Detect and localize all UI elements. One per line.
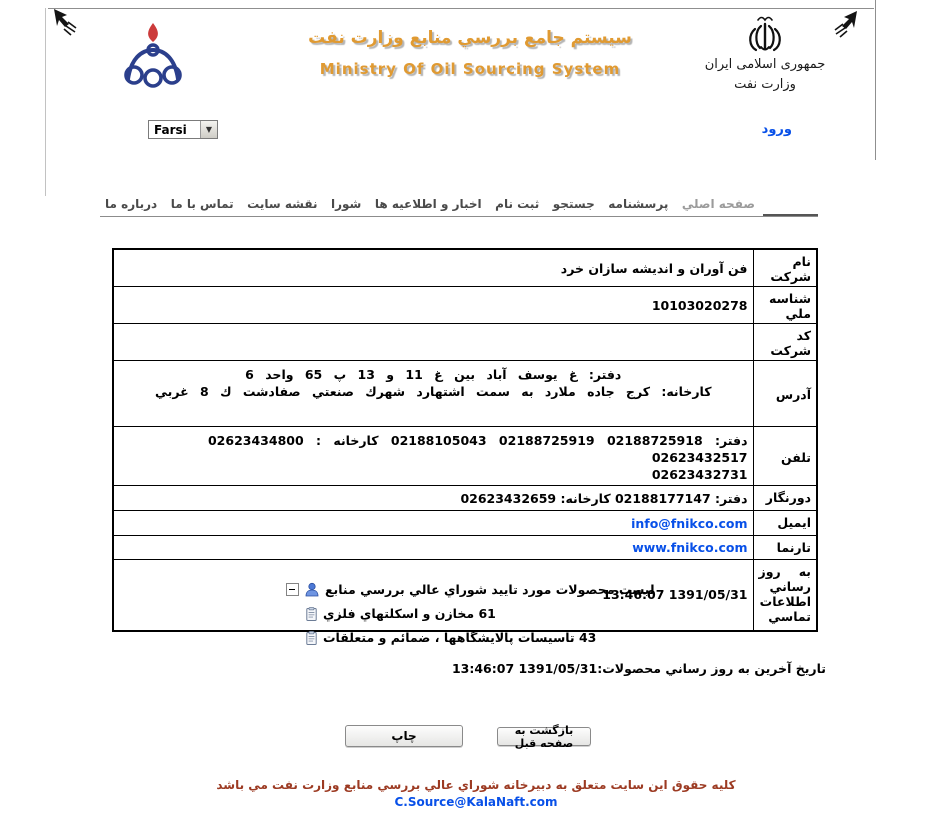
- website-label: تارنما: [753, 536, 817, 560]
- product-item-label[interactable]: 61 مخازن و اسكلتهاي فلزي: [323, 606, 496, 621]
- cursor-decoration-icon: [833, 10, 859, 38]
- email-value: [113, 511, 753, 536]
- language-select[interactable]: [148, 120, 218, 139]
- fax-label: دورنگار: [753, 486, 817, 511]
- frame-line-right: [875, 0, 876, 160]
- collapse-toggle-icon[interactable]: [286, 583, 299, 596]
- company-code-label: كد شركت: [753, 324, 817, 361]
- table-row: [113, 536, 817, 560]
- company-name-label: نام شركت: [753, 249, 817, 287]
- emblem-caption-line1: جمهوری اسلامی ایران: [704, 57, 826, 72]
- phone-line1: دفتر: 02188725918 02188725919 02188105043 كارخانه : 02623434800 02623432517: [207, 433, 748, 465]
- tab-questionnaire[interactable]: پرسشنامه: [608, 197, 669, 211]
- products-update-line: [372, 661, 826, 676]
- address-line2: كارخانه: كرج جاده ملارد به سمت اشتهارد شهرك صنعتي صفادشت ك 8 غربي: [155, 384, 712, 399]
- table-row: [113, 324, 817, 361]
- address-label: آدرس: [753, 361, 817, 427]
- nav-tabs: [105, 197, 755, 213]
- products-header-label[interactable]: ليست محصولات مورد تاييد شوراي عالي بررسي منابع: [325, 582, 655, 597]
- table-row: [113, 287, 817, 324]
- iran-emblem-icon: [744, 14, 786, 58]
- address-line1: دفتر: غ يوسف آباد بين غ 11 و 13 پ 65 واحد 6: [245, 367, 622, 382]
- products-section: [286, 582, 826, 676]
- products-update-datetime: 13:46:07 1391/05/31: [451, 661, 598, 676]
- website-link[interactable]: www.fnikco.com: [632, 540, 748, 555]
- footer-copyright: كليه حقوق اين سايت متعلق به دبيرخانه شوراي عالي بررسي منابع وزارت نفت مي باشد: [216, 778, 736, 792]
- tabs-underline: [100, 216, 818, 217]
- table-row: [113, 361, 817, 427]
- print-button[interactable]: چاپ: [345, 725, 463, 747]
- tab-register[interactable]: ثبت نام: [495, 197, 540, 211]
- phone-line2: 02623432731: [651, 467, 748, 482]
- tab-about[interactable]: درباره ما: [105, 197, 158, 211]
- product-item: [286, 606, 826, 621]
- person-icon: [305, 582, 319, 597]
- cursor-decoration-icon: [52, 8, 78, 36]
- login-link[interactable]: ورود: [761, 122, 792, 137]
- contact-update-label: به روز رساني اطلاعات تماسي: [753, 560, 817, 631]
- frame-line-left: [45, 8, 46, 196]
- tabs-underline-active: [763, 214, 818, 216]
- page-title-english: Ministry Of Oil Sourcing System: [319, 60, 621, 78]
- table-row: [113, 249, 817, 287]
- national-id-value: 10103020278: [113, 287, 753, 324]
- products-update-label: تاريخ آخرين به روز رساني محصولات:: [597, 661, 826, 676]
- tab-news[interactable]: اخبار و اطلاعيه ها: [374, 197, 482, 211]
- company-name-value: فن آوران و انديشه سازان خرد: [113, 249, 753, 287]
- back-button[interactable]: بازگشت به صفحه قبل: [497, 727, 591, 746]
- contact-update-value: 13:46:07 1391/05/31: [113, 560, 753, 631]
- company-code-value: [113, 324, 753, 361]
- document-icon: [306, 631, 317, 645]
- website-value: [113, 536, 753, 560]
- email-link[interactable]: info@fnikco.com: [631, 515, 748, 531]
- tab-contact[interactable]: تماس با ما: [170, 197, 234, 211]
- emblem-caption-line2: وزارت نفت: [734, 77, 796, 92]
- document-icon: [306, 607, 317, 621]
- national-id-label: شناسه ملي: [753, 287, 817, 324]
- product-item: [286, 630, 826, 645]
- company-info-table: [112, 248, 818, 632]
- email-label: ايميل: [753, 511, 817, 536]
- product-item-label[interactable]: 43 تاسيسات پالايشگاهها ، ضمائم و متعلقات: [323, 630, 597, 645]
- language-selected-value: Farsi: [154, 122, 187, 137]
- products-header-row: [286, 582, 826, 597]
- table-row: [113, 511, 817, 536]
- nioc-logo: [120, 22, 186, 90]
- frame-line-top: [48, 8, 874, 9]
- tab-sitemap[interactable]: نقشه سايت: [247, 197, 318, 211]
- tab-council[interactable]: شورا: [330, 197, 362, 211]
- phone-label: تلفن: [753, 427, 817, 486]
- footer-email-link[interactable]: C.Source@KalaNaft.com: [394, 795, 558, 809]
- table-row: [113, 486, 817, 511]
- address-value: [113, 361, 753, 427]
- dropdown-arrow-icon[interactable]: ▼: [200, 121, 217, 138]
- table-row: [113, 427, 817, 486]
- page-title-farsi: سيستم جامع بررسي منابع وزارت نفت: [308, 28, 632, 48]
- phone-value: [113, 427, 753, 486]
- tab-home[interactable]: صفحه اصلي: [681, 197, 755, 211]
- tab-search[interactable]: جستجو: [552, 197, 595, 211]
- fax-value: دفتر: 02188177147 كارخانه: 02623432659: [113, 486, 753, 511]
